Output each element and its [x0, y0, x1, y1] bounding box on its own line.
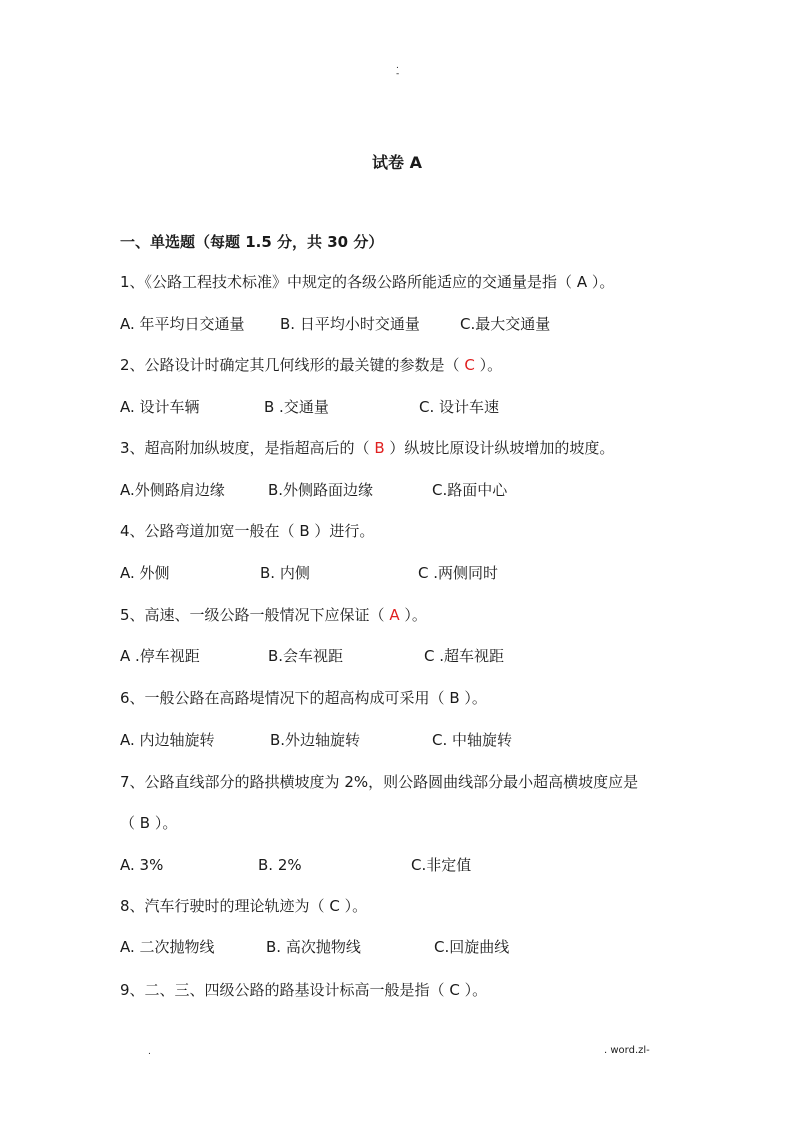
option: A. 年平均日交通量 — [120, 315, 245, 333]
option: B. 高次抛物线 — [266, 938, 361, 956]
option: A .停车视距 — [120, 647, 200, 665]
option: A.外侧路肩边缘 — [120, 481, 225, 499]
option: B.外侧路面边缘 — [268, 481, 374, 499]
question-3 — [120, 438, 614, 458]
question-6 — [120, 688, 487, 708]
answer: B — [374, 439, 385, 457]
answer: C — [464, 356, 475, 374]
question-tail: ）。 — [399, 606, 427, 624]
option: C .超车视距 — [424, 647, 505, 665]
option: B. 日平均小时交通量 — [280, 315, 420, 333]
question-text: 1、《公路工程技术标准》中规定的各级公路所能适应的交通量是指（ — [120, 273, 577, 291]
question-text: 4、公路弯道加宽一般在（ — [120, 522, 300, 540]
question-text: 8、汽车行驶时的理论轨迹为（ — [120, 897, 330, 915]
option: A. 3% — [120, 856, 164, 874]
question-tail: ）。 — [339, 897, 368, 915]
question-4 — [120, 521, 374, 541]
option: B. 内侧 — [260, 564, 310, 582]
footer-left-mark: . — [148, 1047, 151, 1057]
option: C.路面中心 — [432, 481, 508, 499]
option: C .两侧同时 — [418, 564, 499, 582]
question-tail: ）。 — [474, 356, 503, 374]
option: B.外边轴旋转 — [270, 731, 361, 749]
question-tail: ）。 — [587, 273, 615, 291]
question-7-continuation: （ B ）。 — [120, 814, 178, 832]
section-heading: 一、单选题（每题 1.5 分，共 30 分） — [120, 233, 384, 251]
option: C. 设计车速 — [419, 398, 500, 416]
header-dash: - — [396, 69, 400, 79]
question-9 — [120, 980, 487, 1000]
question-8 — [120, 896, 367, 916]
question-tail: ）。 — [459, 981, 488, 999]
question-tail: ）。 — [459, 689, 487, 707]
question-tail: ）纵坡比原设计纵坡增加的坡度。 — [384, 439, 615, 457]
option: A. 内边轴旋转 — [120, 731, 215, 749]
answer: B — [299, 522, 310, 540]
question-text: 3、超高附加纵坡度，是指超高后的（ — [120, 439, 375, 457]
question-text: 6、一般公路在高路堤情况下的超高构成可采用（ — [120, 689, 450, 707]
question-text: 2、公路设计时确定其几何线形的最关键的参数是（ — [120, 356, 465, 374]
question-text: 9、二、三、四级公路的路基设计标高一般是指（ — [120, 981, 450, 999]
option: A. 二次抛物线 — [120, 938, 215, 956]
answer: A — [389, 606, 400, 624]
answer: B — [449, 689, 460, 707]
option: B.会车视距 — [268, 647, 344, 665]
option: B .交通量 — [264, 398, 329, 416]
option: B. 2% — [258, 856, 302, 874]
option: A. 外侧 — [120, 564, 170, 582]
answer: C — [329, 897, 340, 915]
option: C.回旋曲线 — [434, 938, 510, 956]
question-2 — [120, 355, 502, 375]
question-5 — [120, 605, 427, 625]
option: C.最大交通量 — [460, 315, 551, 333]
header-dot: . — [396, 61, 399, 71]
answer: A — [576, 273, 588, 291]
question-7: 7、公路直线部分的路拱横坡度为 2%，则公路圆曲线部分最小超高横坡度应是 — [120, 773, 639, 791]
option: C. 中轴旋转 — [432, 731, 513, 749]
page-title: 试卷 A — [372, 153, 422, 172]
question-text: 5、高速、一级公路一般情况下应保证（ — [120, 606, 390, 624]
footer-right-mark: . word.zl- — [604, 1045, 650, 1056]
question-tail: ）进行。 — [309, 522, 375, 540]
option: C.非定值 — [411, 856, 472, 874]
option: A. 设计车辆 — [120, 398, 200, 416]
question-1 — [120, 272, 614, 292]
answer: C — [449, 981, 460, 999]
